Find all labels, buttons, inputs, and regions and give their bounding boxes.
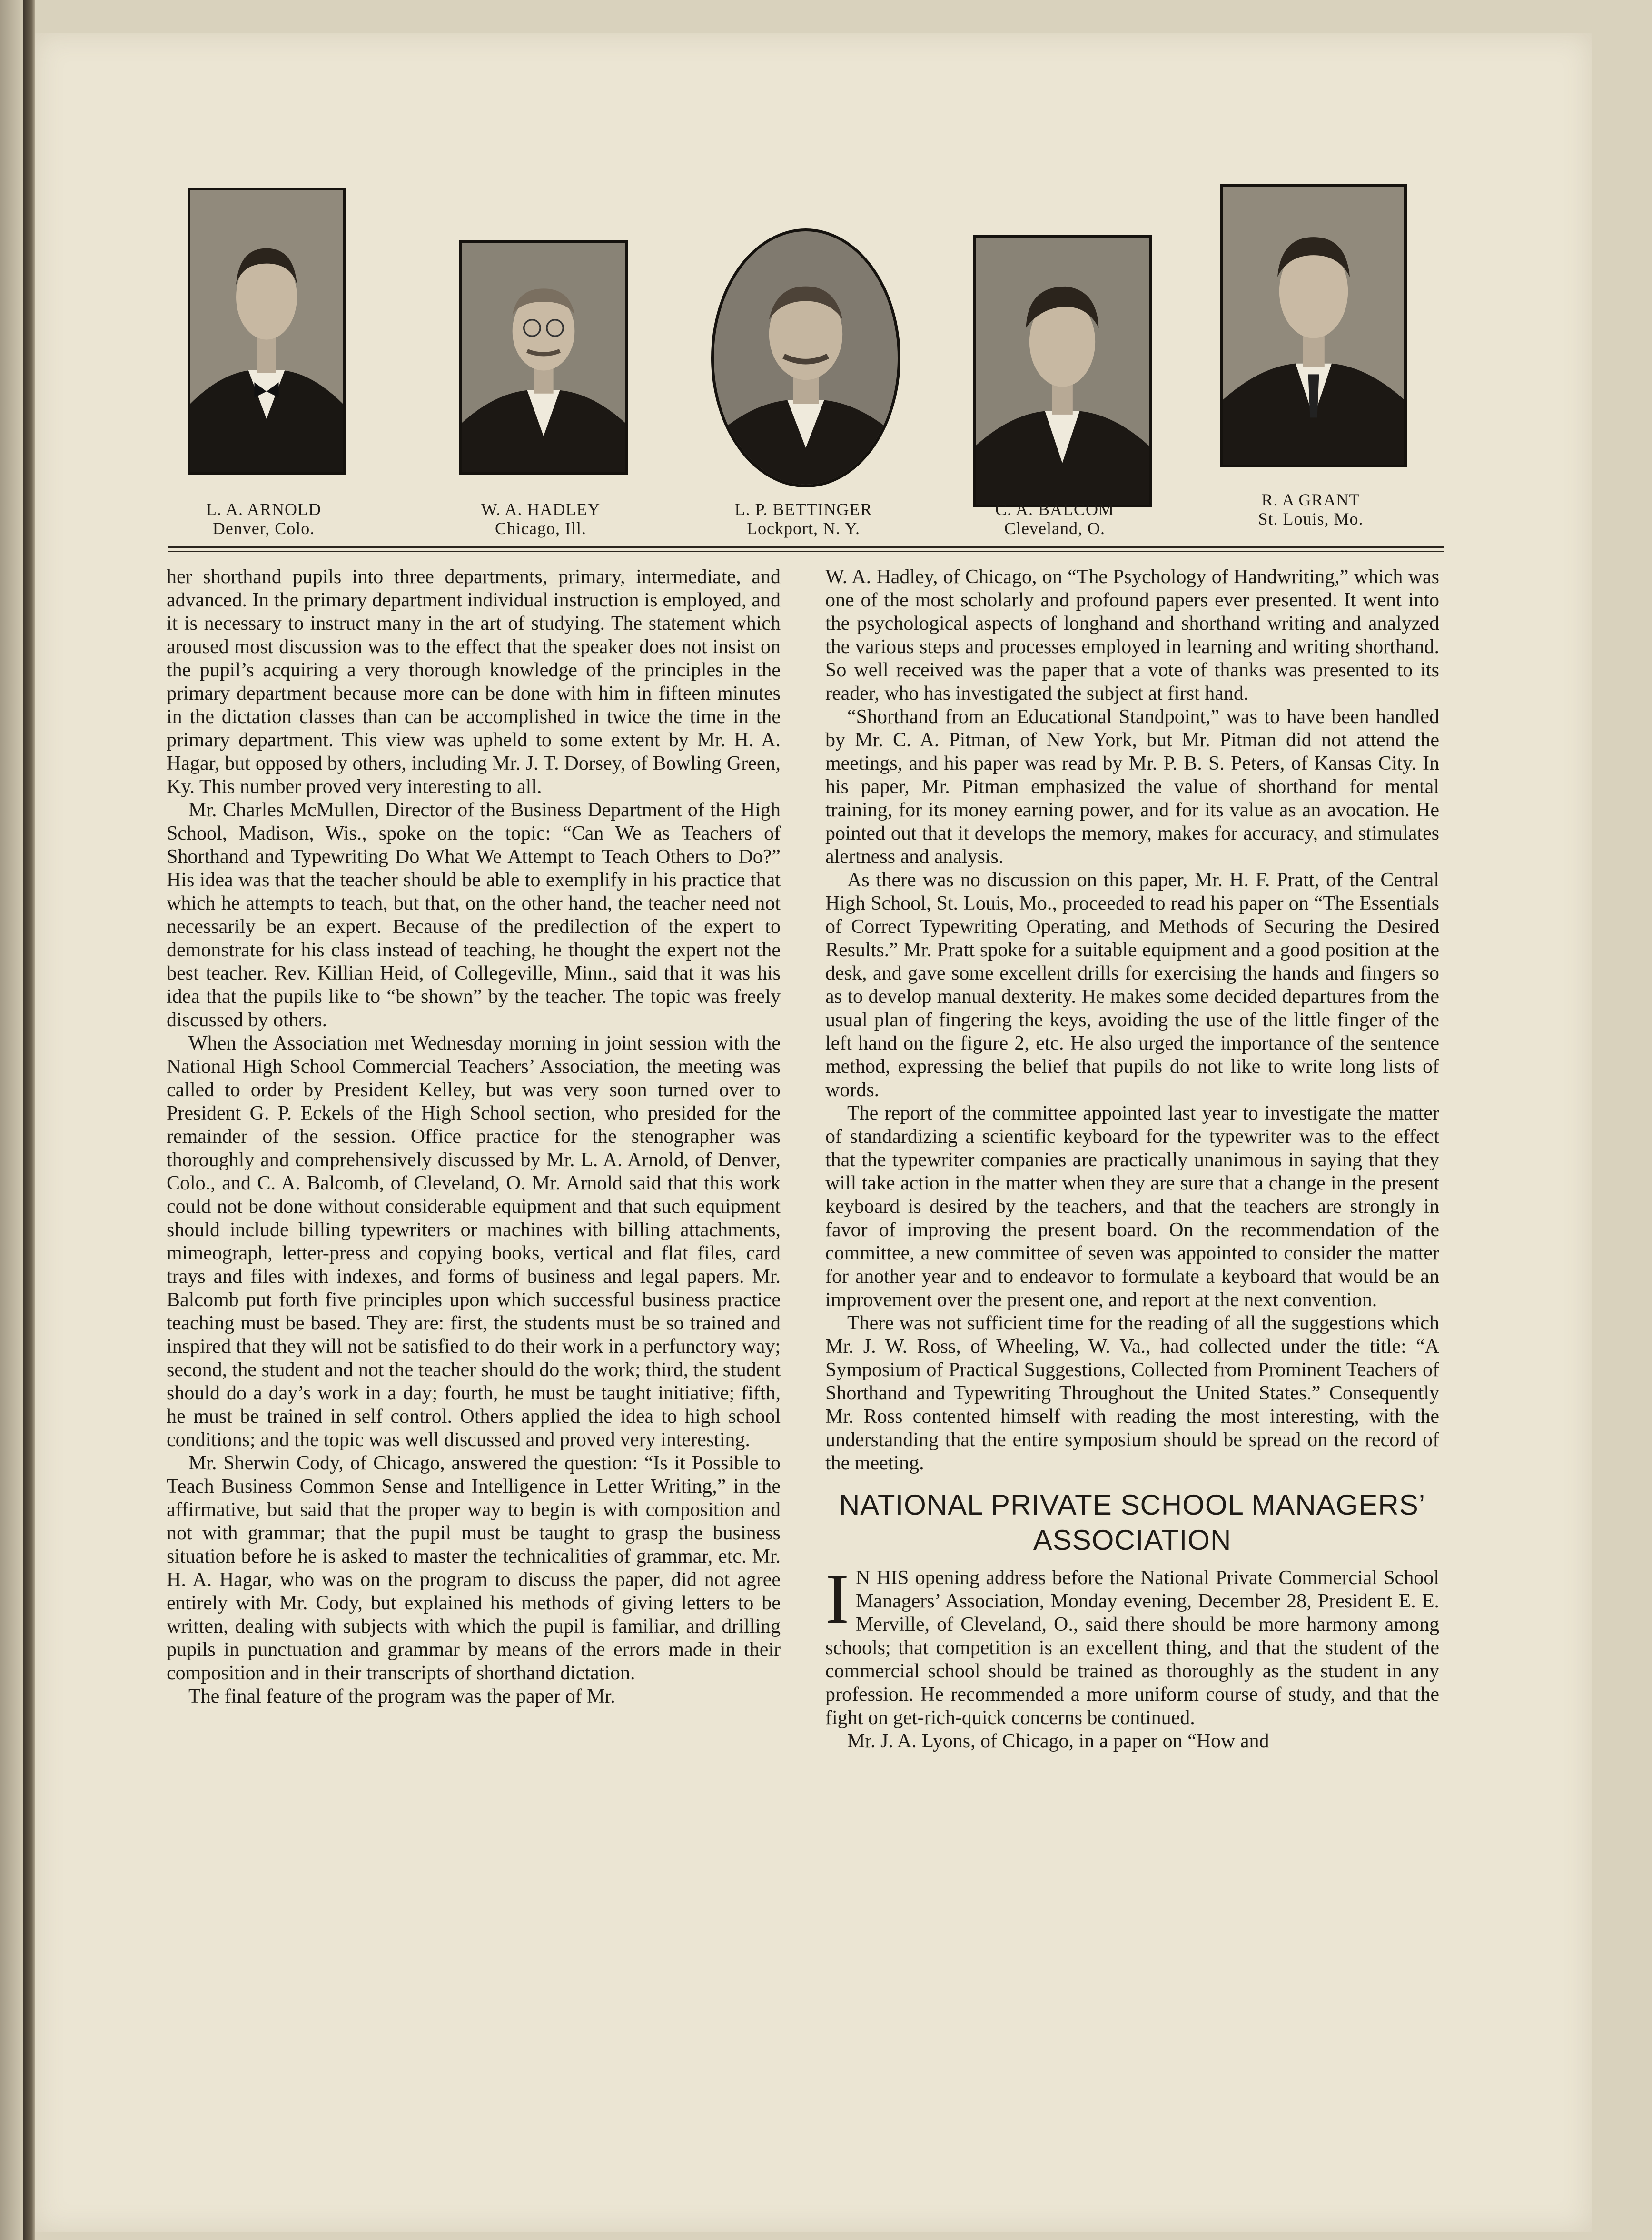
- portrait-name: W. A. HADLEY: [481, 500, 601, 519]
- portrait-row: [35, 33, 1592, 547]
- portrait-photo: [973, 235, 1152, 507]
- paragraph: Mr. Charles McMullen, Director of the Business Department of the High School, Madison, Wis., spoke on the topic: “Can We as Teachers of Shorthand and Typewriting Do What We Attempt to Teach Others to Do?” His idea was that the teacher should be able to exemplify in his practice that which he attempts to teach, but that, on the other hand, the teacher need not necessarily be an expert. Because of the predilection of the expert to demonstrate for his class instead of teaching, he thought the expert not the best teacher. Rev. Killian Heid, of Collegeville, Minn., said that it was his idea that the pupils like to “be shown” by the teacher. The topic was freely discussed by others.: [167, 799, 781, 1031]
- paragraph: Mr. Sherwin Cody, of Chicago, answered the question: “Is it Possible to Teach Business Common Sense and Intelligence in Letter Writing,” in the affirmative, but said that the proper way to begin is with composition and not with grammar; that the pupil must be taught to grasp the business situation before he is asked to master the technicalities of grammar, etc. Mr. H. A. Hagar, who was on the program to discuss the paper, did not agree entirely with Mr. Cody, but explained his methods of giving letters to be written, dealing with subjects with which the pupil is familiar, and drilling pupils in punctuation and grammar by means of the errors made in their composition and in their transcripts of shorthand dictation.: [167, 1452, 781, 1684]
- left-column: [167, 565, 781, 2198]
- section-first-paragraph: [825, 1559, 1439, 1730]
- header-rule-thin: [168, 551, 1444, 552]
- paragraph: “Shorthand from an Educational Standpoint,” was to have been handled by Mr. C. A. Pitman, of New York, but Mr. Pitman did not attend the meetings, and his paper was read by Mr. P. B. S. Peters, of Kansas City. In his paper, Mr. Pitman emphasized the value of shorthand for mental training, for its money earning power, and for its value as an avocation. He pointed out that it develops the memory, makes for accuracy, and stimulates alertness and analysis.: [825, 706, 1439, 868]
- portrait-place: Lockport, N. Y.: [747, 519, 860, 538]
- portrait-photo: [1220, 184, 1407, 467]
- paragraph: The report of the committee appointed last year to investigate the matter of standardizing a scientific keyboard for the typewriter was to the effect that the typewriter companies are practically unanimous in saying that they will take action in the matter when they are sure that a change in the present keyboard is desired by the teachers, and that the teachers are strongly in favor of improving the present board. On the recommendation of the committee, a new committee of seven was appointed to consider the matter for another year and to endeavor to formulate a keyboard that would be an improvement over the present one, and report at the next convention.: [825, 1102, 1439, 1311]
- portrait-photo: [188, 188, 346, 475]
- portrait-name: L. A. ARNOLD: [206, 500, 321, 519]
- portrait-name: C. A. BALCOM: [995, 500, 1115, 519]
- portrait-name: R. A GRANT: [1261, 490, 1360, 509]
- header-rule: [168, 546, 1444, 548]
- section-heading: NATIONAL PRIVATE SCHOOL MANAGERS’ ASSOCIATION: [839, 1489, 1426, 1556]
- section-first-paragraph-text: N HIS opening address before the National Private Commercial School Managers’ Association, Monday evening, December 28, President E. E. Merville, of Cleveland, O., said there should be more harmony among schools; that competition is an excellent thing, and that the student of the commercial school should be trained as thoroughly as the student in any profession. He recommended a more uniform course of study, and that the fight on get-rich-quick concerns be continued.: [825, 1567, 1439, 1729]
- paragraph: As there was no discussion on this paper, Mr. H. F. Pratt, of the Central High School, St. Louis, Mo., proceeded to read his paper on “The Essentials of Correct Typewriting Operating, and Methods of Securing the Desired Results.” Mr. Pratt spoke for a suitable equipment and a good position at the desk, and gave some excellent drills for exercising the hands and fingers so as to develop manual dexterity. He makes some decided departures from the usual plan of fingering the keys, avoiding the use of the little finger of the left hand on the figure 2, etc. He also urged the importance of the sentence method, expressing the belief that pupils do not like to write long lists of words.: [825, 869, 1439, 1101]
- portrait-place: St. Louis, Mo.: [1258, 509, 1364, 528]
- portrait-photo: [711, 228, 900, 487]
- right-column: [825, 565, 1439, 2198]
- adjacent-page-edge: [0, 0, 23, 2240]
- paragraph: W. A. Hadley, of Chicago, on “The Psychology of Handwriting,” which was one of the most scholarly and profound papers ever presented. It went into the psychological aspects of longhand and shorthand writing and analyzed the various steps and processes employed in learning and writing shorthand. So well received was the paper that a vote of thanks was presented to its reader, who has investigated the subject at first hand.: [825, 566, 1439, 704]
- paragraph: The final feature of the program was the paper of Mr.: [188, 1685, 615, 1707]
- portrait-photo: [459, 240, 628, 475]
- paragraph: Mr. J. A. Lyons, of Chicago, in a paper on “How and: [847, 1730, 1269, 1752]
- paragraph: her shorthand pupils into three departments, primary, intermediate, and advanced. In the primary department individual instruction is employed, and it is necessary to instruct many in the art of studying. The statement which aroused most discussion was to the effect that the speaker does not insist on the pupil’s acquiring a very thorough knowledge of the principles in the primary department because more can be done with him in fifteen minutes in the dictation classes than can be accomplished in twice the time in the primary department. This view was upheld to some extent by Mr. H. A. Hagar, but opposed by others, including Mr. J. T. Dorsey, of Bowling Green, Ky. This number proved very interesting to all.: [167, 566, 781, 798]
- portrait-place: Chicago, Ill.: [495, 519, 586, 538]
- portrait-place: Cleveland, O.: [1004, 519, 1105, 538]
- paragraph: There was not sufficient time for the reading of all the suggestions which Mr. J. W. Ross, of Wheeling, W. Va., had collected under the title: “A Symposium of Practical Suggestions, Collected from Prominent Teachers of Shorthand and Typewriting Throughout the United States.” Consequently Mr. Ross contented himself with reading the most interesting, with the understanding that the entire symposium should be spread on the record of the meeting.: [825, 1312, 1439, 1474]
- paragraph: When the Association met Wednesday morning in joint session with the National High School Commercial Teachers’ Association, the meeting was called to order by President Kelley, but was very soon turned over to President G. P. Eckels of the High School section, who presided for the remainder of the session. Office practice for the stenographer was thoroughly and comprehensively discussed by Mr. L. A. Arnold, of Denver, Colo., and C. A. Balcomb, of Cleveland, O. Mr. Arnold said that this work could not be done without considerable equipment and that such equipment should include billing typewriters or machines with billing attachments, mimeograph, letter-press and copying books, vertical and flat files, card trays and files with indexes, and forms of business and legal papers. Mr. Balcomb put forth five principles upon which successful business practice teaching must be based. They are: first, the students must be so trained and inspired that they will not be satisfied to do their work in a perfunctory way; second, the student and not the teacher should do the work; third, the student should do a day’s work in a day; fourth, he must be taught initiative; fifth, he must be trained in self control. Others applied the idea to high school conditions; and the topic was well discussed and proved very interesting.: [167, 1032, 781, 1451]
- portrait-name: L. P. BETTINGER: [734, 500, 872, 519]
- book-gutter: [23, 0, 35, 2240]
- magazine-page: [35, 33, 1592, 2232]
- drop-cap: I: [825, 1559, 849, 1638]
- portrait-place: Denver, Colo.: [212, 519, 315, 538]
